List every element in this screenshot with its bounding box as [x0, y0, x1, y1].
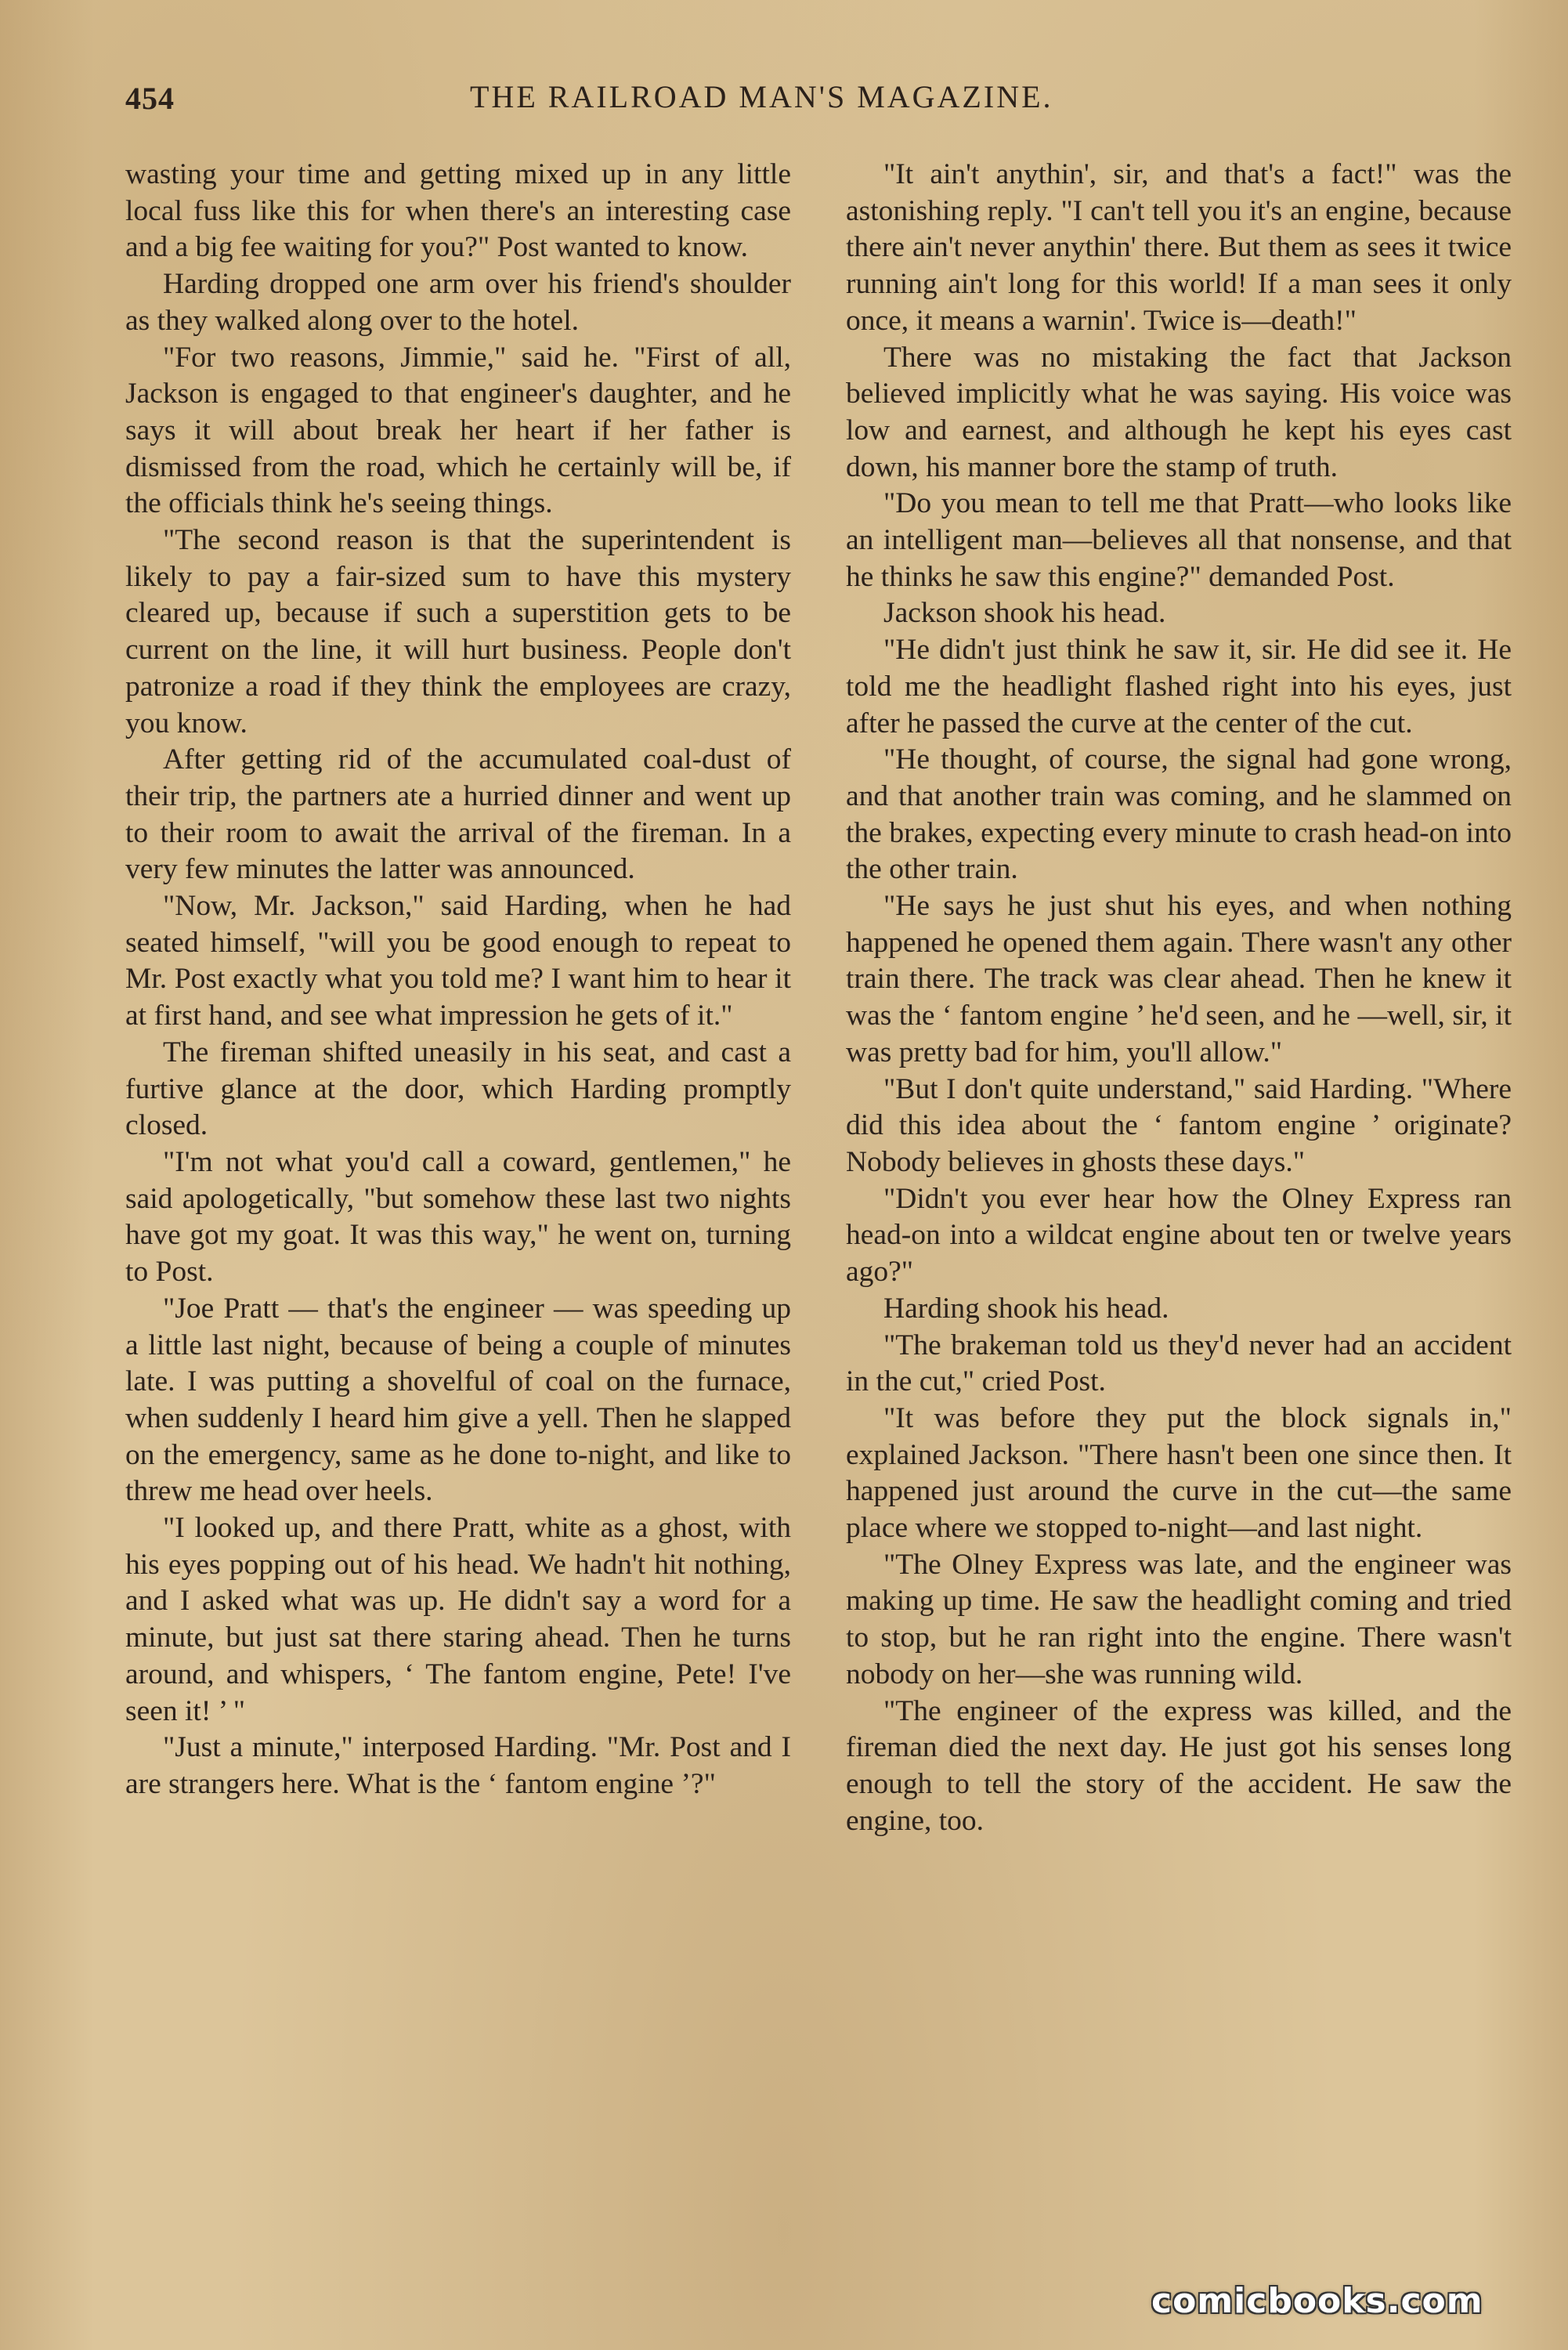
paragraph: "The Olney Express was late, and the engineer was making up time. He saw the headlight coming and tried to stop, but he ran right into the engine. There wasn't nobody on her—she was running wild. — [846, 1548, 1512, 1690]
paragraph: "The brakeman told us they'd never had an accident in the cut," cried Post. — [846, 1329, 1512, 1398]
paragraph: "I'm not what you'd call a coward, gentlemen," he said apologetically, "but somehow these last two nights have got my goat. It was this way," he went on, turning to Post. — [125, 1145, 791, 1289]
paragraph: "He didn't just think he saw it, sir. He did see it. He told me the headlight flashed right into his eyes, just after he passed the curve at the center of the cut. — [846, 634, 1512, 739]
right-column — [846, 157, 1512, 1839]
paragraph: "Do you mean to tell me that Pratt—who looks like an intelligent man—believes all that nonsense, and that he thinks he saw this engine?" demanded Post. — [846, 487, 1512, 593]
page-number: 454 — [125, 81, 175, 116]
paragraph: "It was before they put the block signals in," explained Jackson. "There hasn't been one since then. It happened just around the curve in the cut—the same place where we stopped to-night—and last night. — [846, 1401, 1512, 1545]
paragraph: "I looked up, and there Pratt, white as a ghost, with his eyes popping out of his head. We hadn't hit nothing, and I asked what was up. He didn't say a word for a minute, but just sat there staring ahead. Then he turns around, and whispers, ‘ The fantom engine, Pete! I've seen it! ’ " — [125, 1512, 791, 1727]
paragraph: There was no mistaking the fact that Jackson believed implicitly what he was saying. His voice was low and earnest, and although he kept his eyes cast down, his manner bore the stamp of truth. — [846, 341, 1512, 483]
paragraph: "Now, Mr. Jackson," said Harding, when he had seated himself, "will you be good enough to repeat to Mr. Post exactly what you told me? I want him to hear it at first hand, and see what impression he gets of it." — [125, 890, 791, 1032]
paragraph: After getting rid of the accumulated coal-dust of their trip, the partners ate a hurried dinner and went up to their room to await the arrival of the fireman. In a very few minutes the latter was announced. — [125, 743, 791, 886]
paragraph: Harding dropped one arm over his friend's shoulder as they walked along over to the hotel. — [125, 268, 791, 337]
paragraph: Harding shook his head. — [883, 1292, 1169, 1325]
paragraph: "Didn't you ever hear how the Olney Express ran head-on into a wildcat engine about ten or twelve years ago?" — [846, 1182, 1512, 1289]
paragraph: "Just a minute," interposed Harding. "Mr. Post and I are strangers here. What is the ‘ fantom engine ’?" — [125, 1731, 791, 1800]
paragraph: Jackson shook his head. — [883, 597, 1166, 630]
paragraph: "But I don't quite understand," said Harding. "Where did this idea about the ‘ fantom engine ’ originate? Nobody believes in ghosts these days." — [846, 1072, 1512, 1178]
page-header — [125, 72, 1504, 127]
paragraph: "For two reasons, Jimmie," said he. "First of all, Jackson is engaged to that engineer's daughter, and he says it will about break her heart if her father is dismissed from the road, which he certainly will be, if the officials think he's seeing things. — [125, 341, 791, 520]
paragraph: "He thought, of course, the signal had gone wrong, and that another train was coming, and he slammed on the brakes, expecting every minute to crash head-on into the other train. — [846, 743, 1512, 886]
paragraph: "The second reason is that the superintendent is likely to pay a fair-sized sum to have this mystery cleared up, because if such a superstition gets to be current on the line, it will hurt business. People don't patronize a road if they think the employees are crazy, you know. — [125, 524, 791, 739]
left-column — [125, 157, 791, 1803]
paragraph: wasting your time and getting mixed up in any little local fuss like this for when there's an interesting case and a big fee waiting for you?" Post wanted to know. — [125, 158, 791, 264]
running-head: THE RAILROAD MAN'S MAGAZINE. — [470, 79, 1053, 114]
paragraph: "It ain't anythin', sir, and that's a fact!" was the astonishing reply. "I can't tell you it's an engine, because there ain't never anythin' there. But them as sees it twice running ain't long for this world! If a man sees it only once, it means a warnin'. Twice is—death!" — [846, 158, 1512, 337]
paragraph: "The engineer of the express was killed, and the fireman died the next day. He just got his senses long enough to tell the story of the accident. He saw the engine, too. — [846, 1694, 1512, 1837]
paragraph: "Joe Pratt — that's the engineer — was speeding up a little last night, because of being a couple of minutes late. I was putting a shovelful of coal on the furnace, when suddenly I heard him give a yell. Then he slapped on the emergency, same as he done to-night, and like to threw me head over heels. — [125, 1292, 791, 1508]
watermark: comicbooks.com — [1151, 2281, 1483, 2321]
paragraph: "He says he just shut his eyes, and when nothing happened he opened them again. There wasn't any other train there. The track was clear ahead. Then he knew it was the ‘ fantom engine ’ he'd seen, and he —well, sir, it was pretty bad for him, you'll allow." — [846, 890, 1512, 1068]
paragraph: The fireman shifted uneasily in his seat, and cast a furtive glance at the door, which Harding promptly closed. — [125, 1036, 791, 1142]
